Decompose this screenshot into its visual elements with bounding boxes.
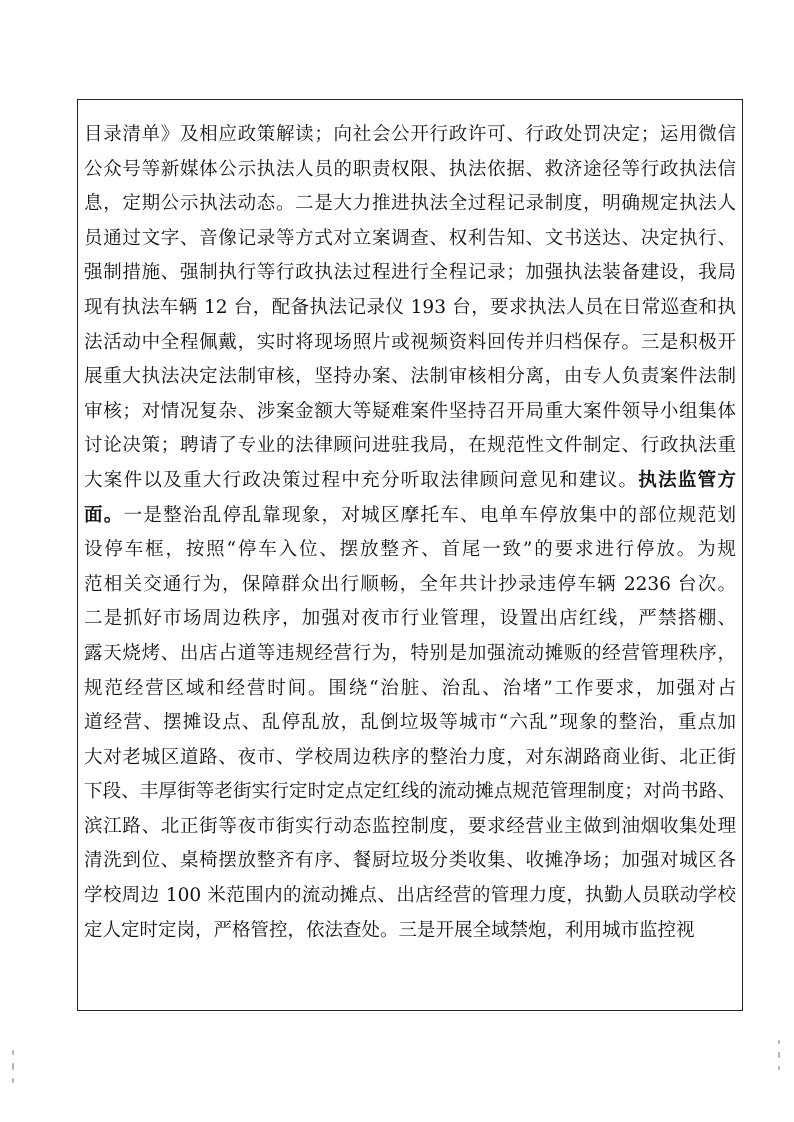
bold-text-segment: 面。 [84, 504, 124, 526]
text-line [84, 464, 736, 499]
text-segment: 下段、丰厚街等老街实行定时定点定红线的流动摊点规范管理制度；对尚书路、 [84, 781, 736, 803]
text-line [84, 602, 736, 637]
text-segment: 强制措施、强制执行等行政执法过程进行全程记录；加强执法装备建设，我局 [84, 262, 736, 284]
text-segment: 大案件以及重大行政决策过程中充分听取法律顾问意见和建议。 [84, 469, 639, 491]
text-segment: 目录清单》及相应政策解读；向社会公开行政许可、行政处罚决定；运用微信 [84, 124, 736, 145]
text-segment: 滨江路、北正街等夜市街实行动态监控制度，要求经营业主做到油烟收集处理 [84, 815, 736, 837]
scan-speck [12, 1078, 14, 1083]
text-segment: 露天烧烤、出店占道等违规经营行为，特别是加强流动摊贩的经营管理秩序， [84, 642, 736, 664]
text-line [84, 256, 736, 291]
text-segment: 法活动中全程佩戴，实时将现场照片或视频资料回传并归档保存。三是积极开 [84, 331, 736, 353]
text-segment: 范相关交通行为，保障群众出行顺畅，全年共计抄录违停车辆 2236 台次。 [84, 573, 736, 595]
text-line [84, 326, 736, 361]
text-line [84, 429, 736, 464]
text-segment: 讨论决策；聘请了专业的法律顾问进驻我局，在规范性文件制定、行政执法重 [84, 435, 736, 457]
text-segment: 息，定期公示执法动态。二是大力推进执法全过程记录制度，明确规定执法人 [84, 193, 736, 215]
text-line [84, 153, 736, 188]
text-segment: 设停车框，按照“停车入位、摆放整齐、首尾一致”的要求进行停放。为规 [84, 539, 736, 561]
text-segment: 二是抓好市场周边秩序，加强对夜市行业管理，设置出店红线，严禁搭棚、 [84, 608, 736, 630]
text-line [84, 706, 736, 741]
text-line [84, 637, 736, 672]
text-segment: 公众号等新媒体公示执法人员的职责权限、执法依据、救济途径等行政执法信 [84, 158, 736, 180]
text-line [84, 499, 736, 534]
text-line [84, 844, 736, 879]
text-segment: 一是整治乱停乱靠现象，对城区摩托车、电单车停放集中的部位规范划 [123, 504, 736, 526]
text-line [84, 187, 736, 222]
text-segment: 定人定时定岗，严格管控，依法查处。三是开展全域禁炮，利用城市监控视 [84, 919, 695, 941]
text-segment: 清洗到位、桌椅摆放整齐有序、餐厨垃圾分类收集、收摊净场；加强对城区各 [84, 850, 736, 872]
text-segment: 员通过文字、音像记录等方式对立案调查、权利告知、文书送达、决定执行、 [84, 227, 736, 249]
text-segment: 展重大执法决定法制审核，坚持办案、法制审核相分离，由专人负责案件法制 [84, 366, 736, 388]
text-segment: 规范经营区域和经营时间。围绕“治脏、治乱、治堵”工作要求，加强对占 [84, 677, 736, 699]
text-line [84, 914, 736, 949]
text-line [84, 879, 736, 914]
text-line [84, 672, 736, 707]
text-line [84, 222, 736, 257]
bold-text-segment: 执法监管方 [638, 469, 736, 491]
text-segment: 道经营、摆摊设点、乱停乱放，乱倒垃圾等城市“六乱”现象的整治，重点加 [84, 712, 736, 734]
scan-speck [778, 1052, 780, 1058]
text-segment: 审核；对情况复杂、涉案金额大等疑难案件坚持召开局重大案件领导小组集体 [84, 400, 736, 422]
scan-speck [778, 1040, 780, 1044]
body-text [84, 118, 736, 948]
text-line [84, 533, 736, 568]
text-segment: 大对老城区道路、夜市、学校周边秩序的整治力度，对东湖路商业街、北正街 [84, 746, 736, 768]
text-line [84, 118, 736, 153]
text-segment: 现有执法车辆 12 台，配备执法记录仪 193 台，要求执法人员在日常巡查和执 [84, 296, 736, 318]
text-segment: 学校周边 100 米范围内的流动摊点、出店经营的管理力度，执勤人员联动学校 [84, 885, 736, 907]
scan-speck [12, 1050, 14, 1055]
text-line [84, 395, 736, 430]
text-line [84, 360, 736, 395]
scan-speck [12, 1063, 14, 1070]
text-line [84, 741, 736, 776]
scan-speck [778, 1066, 780, 1070]
text-line [84, 568, 736, 603]
text-line [84, 291, 736, 326]
text-line [84, 775, 736, 810]
text-line [84, 810, 736, 845]
